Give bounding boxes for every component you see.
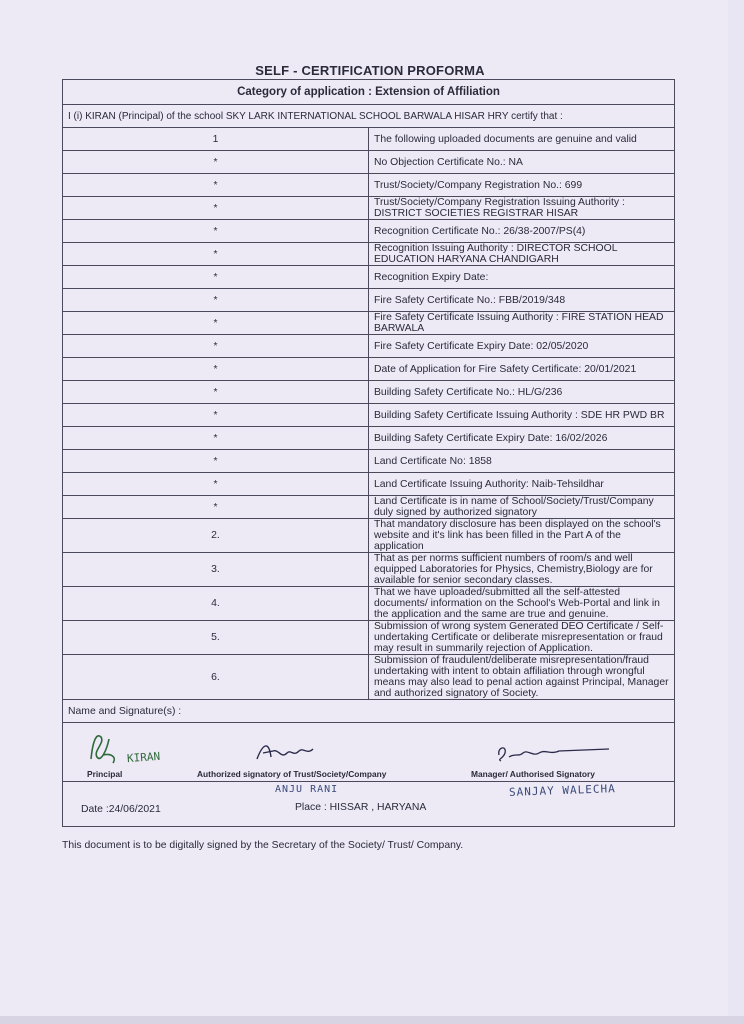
date-place-row: [63, 782, 675, 827]
authorized-signatory-label: Authorized signatory of Trust/Society/Company: [197, 769, 387, 779]
statement-row: [63, 220, 675, 243]
statement-row: [63, 473, 675, 496]
statement-row: [63, 621, 675, 655]
row-text: That as per norms sufficient numbers of room/s and well equipped Laboratories for Physics, Chemistry,Biology are for available for senior secondary classes.: [369, 553, 675, 587]
row-number: 5.: [63, 621, 369, 655]
statement-row: [63, 335, 675, 358]
row-text: Building Safety Certificate Expiry Date: 16/02/2026: [369, 427, 675, 450]
row-number: 6.: [63, 655, 369, 700]
statement-row: [63, 197, 675, 220]
name-signature-row: [63, 700, 675, 723]
statement-row: [63, 128, 675, 151]
row-text: Date of Application for Fire Safety Certificate: 20/01/2021: [369, 358, 675, 381]
authorized-handwritten-name: ANJU RANI: [275, 784, 339, 795]
statement-row: [63, 587, 675, 621]
statement-row: [63, 174, 675, 197]
row-text: That we have uploaded/submitted all the self-attested documents/ information on the School's Web-Portal and link in the application and the same are true and genuine.: [369, 587, 675, 621]
row-number: *: [63, 335, 369, 358]
date-place-cell: [63, 782, 675, 827]
signature-row: [63, 723, 675, 782]
row-number: *: [63, 243, 369, 266]
row-number: *: [63, 381, 369, 404]
statement-row: [63, 243, 675, 266]
footer-note: This document is to be digitally signed by the Secretary of the Society/ Trust/ Company.: [62, 840, 464, 851]
manager-label: Manager/ Authorised Signatory: [471, 769, 595, 779]
category-heading: Category of application : Extension of Affiliation: [63, 80, 675, 105]
statement-row: [63, 427, 675, 450]
row-number: *: [63, 220, 369, 243]
row-number: *: [63, 404, 369, 427]
row-number: 1: [63, 128, 369, 151]
principal-label: Principal: [87, 769, 123, 779]
row-number: *: [63, 174, 369, 197]
manager-signature-icon: [493, 739, 613, 765]
authorized-signature-icon: [253, 737, 333, 765]
principal-handwritten-name: KIRAN: [126, 749, 161, 766]
statement-row: [63, 312, 675, 335]
row-number: *: [63, 427, 369, 450]
row-text: Land Certificate Issuing Authority: Naib-Tehsildhar: [369, 473, 675, 496]
row-number: *: [63, 473, 369, 496]
row-number: 4.: [63, 587, 369, 621]
row-number: *: [63, 450, 369, 473]
row-number: *: [63, 358, 369, 381]
row-number: *: [63, 151, 369, 174]
name-signature-label: Name and Signature(s) :: [63, 700, 675, 723]
statement-row: [63, 151, 675, 174]
row-number: *: [63, 197, 369, 220]
row-text: Land Certificate No: 1858: [369, 450, 675, 473]
row-text: Land Certificate is in name of School/Society/Trust/Company duly signed by authorized signatory: [369, 496, 675, 519]
row-text: Recognition Expiry Date:: [369, 266, 675, 289]
row-text: Building Safety Certificate Issuing Authority : SDE HR PWD BR: [369, 404, 675, 427]
row-number: 3.: [63, 553, 369, 587]
page-edge: [0, 1016, 744, 1024]
row-number: 2.: [63, 519, 369, 553]
row-text: Recognition Issuing Authority : DIRECTOR SCHOOL EDUCATION HARYANA CHANDIGARH: [369, 243, 675, 266]
row-text: Submission of fraudulent/deliberate misrepresentation/fraud undertaking with intent to obtain affiliation through wrongful means may also lead to penal action against Principal, Manager and authorized signatory of Society.: [369, 655, 675, 700]
date-text: Date :24/06/2021: [81, 804, 161, 815]
row-text: That mandatory disclosure has been displayed on the school's website and it's link has been filled in the Part A of the application: [369, 519, 675, 553]
statement-row: [63, 289, 675, 312]
row-text: Trust/Society/Company Registration No.: 699: [369, 174, 675, 197]
proforma-table: [62, 79, 675, 827]
row-text: Submission of wrong system Generated DEO Certificate / Self-undertaking Certificate or deliberate misrepresentation or fraud may result in summarily rejection of Application.: [369, 621, 675, 655]
row-number: *: [63, 289, 369, 312]
row-text: Fire Safety Certificate Expiry Date: 02/05/2020: [369, 335, 675, 358]
statement-row: [63, 358, 675, 381]
manager-handwritten-name: SANJAY WALECHA: [508, 782, 616, 799]
row-text: Fire Safety Certificate No.: FBB/2019/348: [369, 289, 675, 312]
statement-row: [63, 266, 675, 289]
row-text: Trust/Society/Company Registration Issuing Authority : DISTRICT SOCIETIES REGISTRAR HISAR: [369, 197, 675, 220]
row-text: Recognition Certificate No.: 26/38-2007/PS(4): [369, 220, 675, 243]
row-text: Fire Safety Certificate Issuing Authority : FIRE STATION HEAD BARWALA: [369, 312, 675, 335]
intro-row: [63, 105, 675, 128]
row-text: Building Safety Certificate No.: HL/G/236: [369, 381, 675, 404]
statement-row: [63, 381, 675, 404]
statement-row: [63, 655, 675, 700]
statement-row: [63, 553, 675, 587]
row-text: The following uploaded documents are genuine and valid: [369, 128, 675, 151]
row-number: *: [63, 266, 369, 289]
signature-cell: [63, 723, 675, 782]
row-text: No Objection Certificate No.: NA: [369, 151, 675, 174]
statement-row: [63, 450, 675, 473]
statement-row: [63, 496, 675, 519]
statement-row: [63, 404, 675, 427]
statement-row: [63, 519, 675, 553]
document-title: SELF - CERTIFICATION PROFORMA: [255, 63, 485, 78]
place-text: Place : HISSAR , HARYANA: [295, 802, 427, 813]
row-number: *: [63, 496, 369, 519]
row-number: *: [63, 312, 369, 335]
category-row: [63, 80, 675, 105]
intro-text: I (i) KIRAN (Principal) of the school SKY LARK INTERNATIONAL SCHOOL BARWALA HISAR HRY certify that :: [63, 105, 675, 128]
